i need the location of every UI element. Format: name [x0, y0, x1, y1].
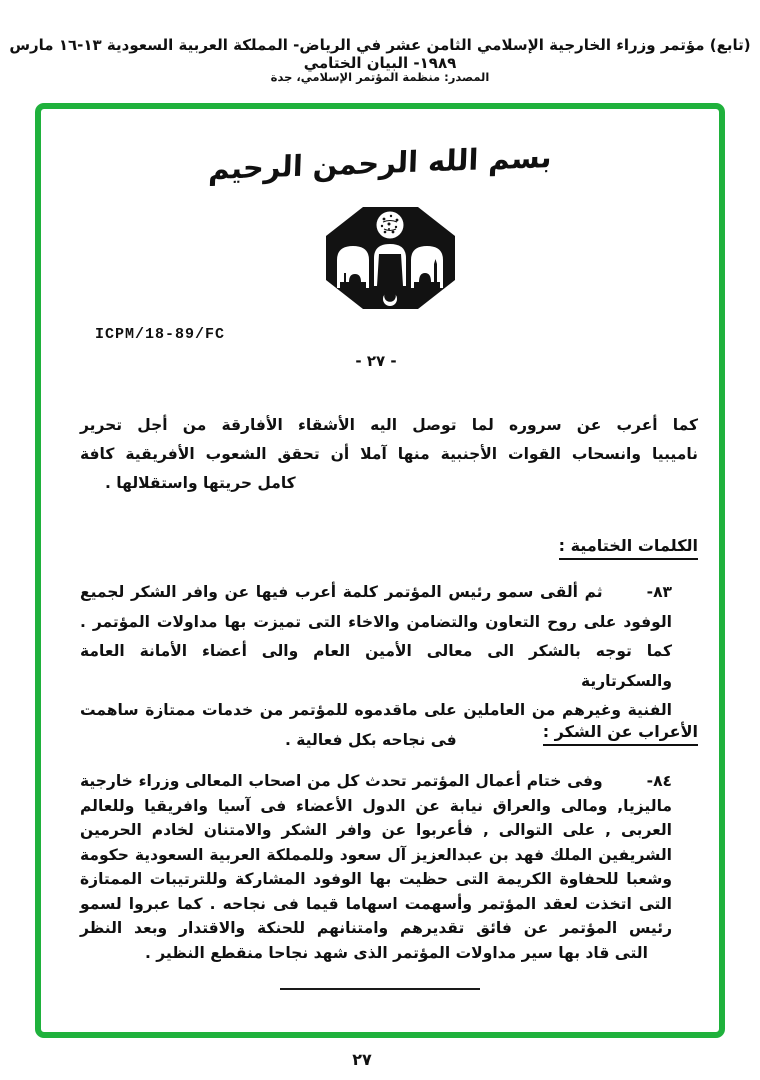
- paragraph-84-line: وشعبا للحفاوة الكريمة التى حظيت بها الوفود المشاركة وللترتيبات الممتازة: [80, 870, 672, 888]
- oic-emblem-icon: [323, 204, 457, 312]
- document-source-line: المصدر: منظمة المؤتمر الإسلامي، جدة: [270, 70, 490, 84]
- paragraph-84-line: رئيس المؤتمر عن فائق تقديرهم وامتنانهم للحنكة والاقتدار وبعد النظر: [80, 919, 672, 937]
- paragraph-84-line: العربى , على التوالى , فأعربوا عن وافر الشكر والامتنان لخادم الحرمين: [80, 821, 672, 839]
- paragraph-intro: [80, 411, 698, 498]
- bismillah-calligraphy: بسم الله الرحمن الرحيم: [207, 139, 553, 187]
- paragraph-intro-line: ناميبيا وانسحاب القوات الأجنبية منها آملا أن تحقق الشعوب الأفريقية كافة: [80, 445, 698, 463]
- section-heading-thanks: [543, 722, 698, 741]
- item-number-84: ٨٤-: [646, 772, 672, 790]
- paragraph-83-line: الفنية وغيرهم من العاملين على ماقدموه للمؤتمر من خدمات ممتازة ساهمت: [80, 701, 672, 719]
- section-heading-closing-words: [559, 536, 698, 555]
- paragraph-83-line: ثم ألقى سمو رئيس المؤتمر كلمة أعرب فيها عن وافر الشكر لجميع: [80, 583, 603, 601]
- section-heading-text: الأعراب عن الشكر :: [543, 722, 698, 746]
- page-number-top: - ٢٧ -: [355, 352, 397, 370]
- paragraph-84-first-line: [80, 769, 672, 794]
- paragraph-84-line: الشريفين الملك فهد بن عبدالعزيز آل سعود وللمملكة العربية السعودية حكومة: [80, 845, 672, 864]
- paragraph-83-line: الوفود على روح التعاون والتضامن والاخاء التى تميزت بها مداولات المؤتمر .: [80, 612, 672, 631]
- paragraph-83-first-line: [80, 578, 672, 608]
- end-divider-line: [280, 988, 480, 990]
- page-number-bottom: ٢٧: [352, 1050, 372, 1069]
- section-heading-text: الكلمات الختامية :: [559, 536, 698, 560]
- document-reference: ICPM/18-89/FC: [95, 326, 226, 343]
- paragraph-83-line: كما توجه بالشكر الى معالى الأمين العام والى أعضاء الأمانة العامة والسكرتارية: [80, 642, 672, 690]
- paragraph-84: [80, 769, 672, 965]
- paragraph-83-line: فى نجاحه بكل فعالية .: [285, 730, 457, 749]
- document-header-title: (تابع) مؤتمر وزراء الخارجية الإسلامي الثامن عشر في الرياض- المملكة العربية السعودية ١٣-١٦ مارس ١٩٨٩- البيان الختامي: [9, 36, 751, 72]
- paragraph-84-line: التى قاد بها سير مداولات المؤتمر الذى شهد نجاحا منقطع النظير .: [145, 943, 648, 962]
- paragraph-intro-line: كامل حريتها واستقلالها .: [105, 474, 296, 492]
- paragraph-84-line: التى اتخذت لعقد المؤتمر وأسهمت اسهاما قيما فى نجاحه . كما عبروا لسمو: [80, 894, 672, 913]
- paragraph-intro-line: كما أعرب عن سروره لما توصل اليه الأشقاء الأفارقة من أجل تحرير: [80, 416, 698, 434]
- item-number-83: ٨٣-: [646, 583, 672, 601]
- paragraph-84-line: ماليزيا, ومالى والعراق نيابة عن الدول الأعضاء فى آسيا وافريقيا وللعالم: [80, 796, 672, 815]
- paragraph-84-line: وفى ختام أعمال المؤتمر تحدث كل من اصحاب المعالى وزراء خارجية: [80, 772, 603, 790]
